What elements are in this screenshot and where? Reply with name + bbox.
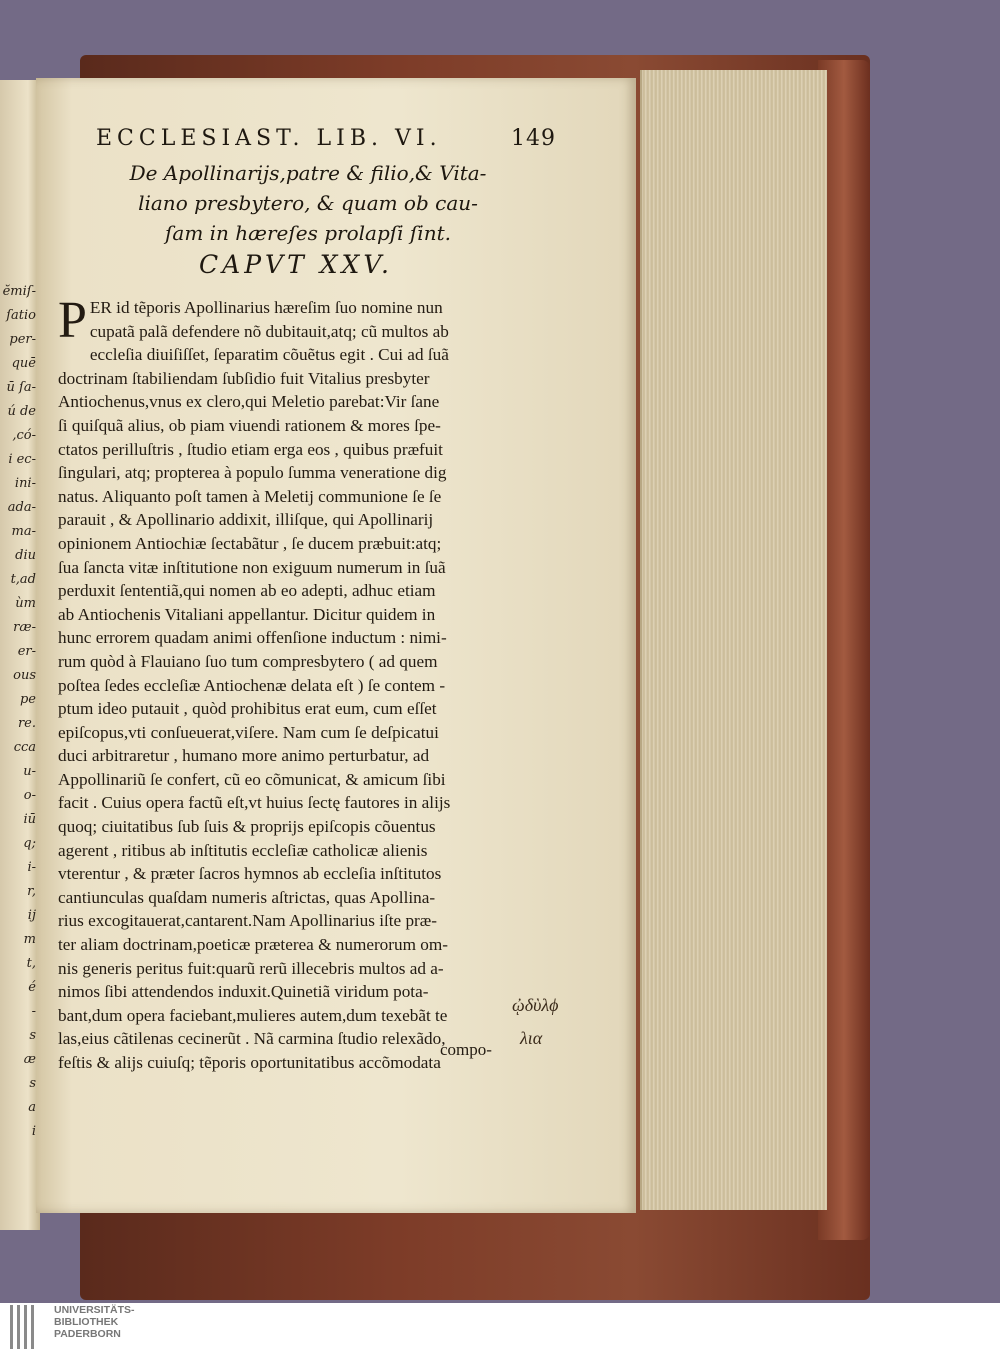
margin-note: λια (520, 1028, 543, 1048)
left-page-fragment: o- (23, 788, 36, 803)
chapter-number: CAPVT XXV. (199, 250, 393, 279)
title-line: ſam in hæreſes prolapſi ſint. (165, 221, 451, 245)
left-page-fragment: ini- (14, 476, 36, 491)
text-line: natus. Aliquanto poſt tamen à Meletij communione ſe ſe (58, 486, 442, 506)
left-page-fragment: q; (23, 836, 36, 851)
left-page-fragment: u- (23, 764, 36, 779)
text-line: agerent , ritibus ab inſtitutis eccleſiæ catholicæ alienis (58, 840, 428, 860)
left-page-fragment: æ (23, 1052, 36, 1067)
text-line: doctrinam ſtabiliendam ſubſidio fuit Vitalius presbyter (58, 368, 430, 388)
page-number: 149 (511, 126, 556, 151)
left-page-fragment: quē (11, 356, 36, 371)
left-page-fragment: re. (17, 716, 36, 731)
left-page-fragment: r, (27, 884, 36, 899)
text-line: nis generis peritus fuit:quarũ rerũ illecebris multos ad a- (58, 958, 444, 978)
title-line: De Apollinarijs,patre & filio,& Vita- (129, 161, 487, 185)
logo-line: UNIVERSITÄTS- (54, 1304, 135, 1316)
running-head (96, 126, 556, 151)
left-page-fragment: ous (13, 668, 36, 683)
text-line: las,eius cãtilenas cecinerũt . Nã carmina ſtudio relexãdo, (58, 1029, 446, 1049)
text-line: vterentur , & præter ſacros hymnos ab eccleſia inſtitutos (58, 864, 442, 884)
left-page-fragment: cca (13, 740, 36, 755)
text-line: hunc errorem quadam animi offenſione inductum : nimi- (58, 628, 447, 648)
library-logo (10, 1303, 135, 1354)
left-page-fragment: ĕmiſ- (2, 284, 36, 299)
left-page-fragment: a (28, 1100, 36, 1115)
left-page-fragment: ſatio (6, 308, 36, 323)
text-line: ab Antiochenis Vitaliani appellantur. Dicitur quidem in (58, 604, 436, 624)
left-page-fragment: i- (27, 860, 36, 875)
text-line: facit . Cuius opera factũ eſt,vt huius ſectę fautores in alijs (58, 793, 451, 813)
text-line: poſtea ſedes eccleſiæ Antiochenæ delata eſt ) ſe contem - (58, 675, 446, 695)
left-page-fragment: ú de (7, 404, 36, 419)
left-page-fragment: ma- (11, 524, 36, 539)
text-line: rius excogitauerat,cantarent.Nam Apollinarius iſte præ- (58, 911, 437, 931)
text-line: Appollinariũ ſe confert, cũ eo cõmunicat, & amicum ſibi (58, 769, 446, 789)
right-page (36, 78, 636, 1213)
text-line: epiſcopus,vti conſueuerat,viſere. Nam cum ſe deſpicatui (58, 722, 439, 742)
left-page-fragment: s (29, 1076, 36, 1091)
left-page-fragment: t,ad (10, 572, 36, 587)
left-page-fragment: ada- (7, 500, 36, 515)
text-line: cantiunculas quaſdam numeris aſtrictas, quas Apollina- (58, 887, 436, 907)
running-head-title: ECCLESIAST. LIB. VI. (96, 126, 442, 151)
text-line: cupatã palã defendere nõ dubitauit,atq; cũ multos ab (89, 321, 449, 341)
logo-line: PADERBORN (54, 1328, 121, 1340)
text-line: ctatos perilluſtris , ſtudio etiam erga eos , quibus præfuit (58, 439, 443, 459)
left-page-fragment: é (28, 980, 36, 995)
text-line: feſtis & alijs cuiuſq; tẽporis oportunitatibus accõmodata (58, 1053, 441, 1072)
left-page-fragment: i ec- (8, 452, 36, 467)
text-line: duci arbitraretur , humano more animo perturbatur, ad (58, 746, 430, 766)
left-page-fragment: er- (17, 644, 36, 659)
left-page-fragment: ræ- (13, 620, 36, 635)
text-line: ptum ideo putauit , quòd prohibitus erat eum, cum eſſet (58, 699, 437, 719)
logo-bars-icon (10, 1305, 38, 1353)
left-page (0, 80, 40, 1230)
left-page-fragment: t, (26, 956, 36, 971)
margin-note: ᾠδὺλϕ (512, 995, 559, 1015)
text-line: Antiochenus,vnus ex clero,qui Meletio parebat:Vir ſane (58, 392, 440, 412)
text-line: bant,dum opera faciebant,mulieres autem,dum texebãt te (58, 1005, 448, 1025)
left-page-fragment: ùm (15, 596, 36, 611)
text-line: perduxit ſententiã,qui nomen ab eo adepti, adhuc etiam (58, 581, 436, 601)
left-page-text (0, 280, 36, 1144)
text-line: ſi quiſquã alius, ob piam viuendi rationem & mores ſpe- (58, 415, 441, 435)
text-line: rum quòd à Flauiano ſuo tum compresbytero ( ad quem (58, 651, 438, 671)
catchword: compo- (440, 1040, 492, 1059)
title-line: liano presbytero, & quam ob cau- (138, 191, 478, 215)
left-page-fragment: diu (15, 548, 36, 563)
left-page-fragment: m (23, 932, 36, 947)
logo-text (54, 1304, 135, 1340)
left-page-fragment: ū ſa- (6, 380, 36, 395)
footer-bar (0, 1303, 1000, 1354)
left-page-fragment: pe (19, 692, 36, 707)
body-text (58, 292, 518, 1075)
chapter-title (108, 158, 508, 248)
text-line: ſua ſancta vitæ inſtitutione non exiguum numerum in ſuã (58, 557, 446, 577)
left-page-fragment: i (31, 1124, 36, 1139)
left-page-fragment: ij (27, 908, 36, 923)
left-page-fragment: per- (9, 332, 36, 347)
text-line: ſingulari, atq; propterea à populo ſumma veneratione dig (58, 463, 447, 483)
logo-line: BIBLIOTHEK (54, 1316, 119, 1328)
text-line: ter aliam doctrinam,poeticæ præterea & numerorum om- (58, 935, 448, 955)
left-page-fragment: - (31, 1004, 36, 1019)
left-page-fragment: s (29, 1028, 36, 1043)
text-line: quoq; ciuitatibus ſub ſuis & proprijs epiſcopis cõuentus (58, 817, 436, 837)
text-line: nimos ſibi attendendos induxit.Quinetiã viridum pota- (58, 982, 429, 1002)
text-line: eccleſia diuiſiſſet, ſeparatim cõuẽtus egit . Cui ad ſuã (89, 345, 449, 365)
text-line: parauit , & Apollinario addixit, illiſque, qui Apollinarij (58, 510, 434, 530)
text-line: ER id tẽporis Apollinarius hæreſim ſuo nomine nun (89, 298, 443, 317)
drop-cap: P (58, 292, 87, 349)
left-page-fragment: iū (23, 812, 36, 827)
text-line: opinionem Antiochiæ ſectabãtur , ſe ducem præbuit:atq; (58, 533, 442, 553)
page-edges (640, 70, 827, 1210)
left-page-fragment: ,có- (12, 428, 36, 443)
